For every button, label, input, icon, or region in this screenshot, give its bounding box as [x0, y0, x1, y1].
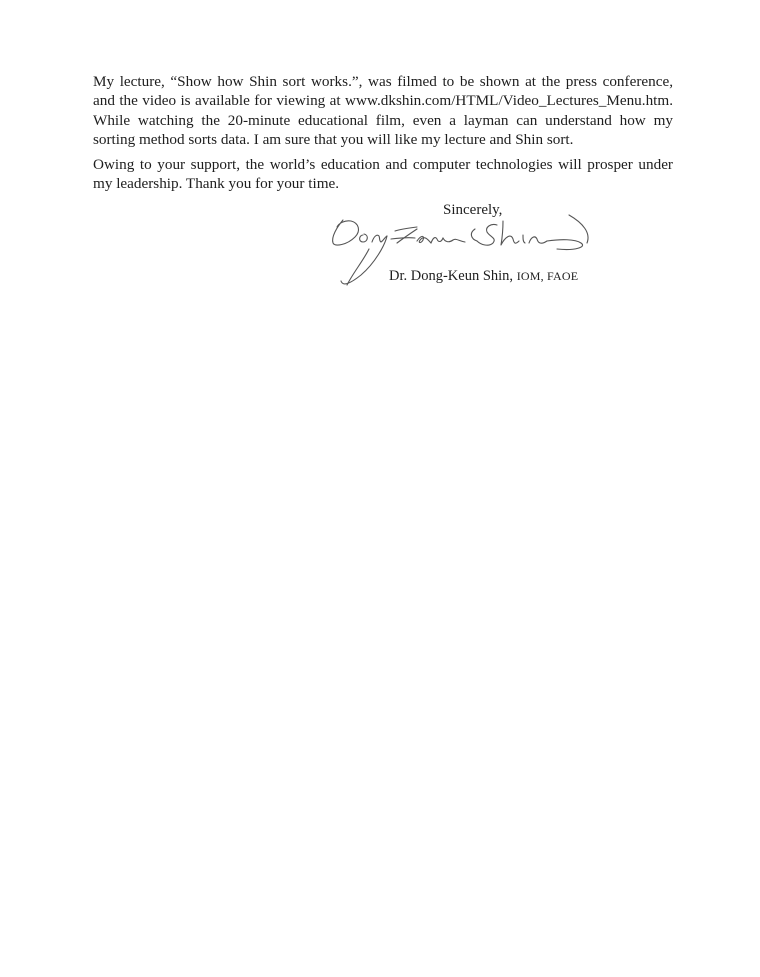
body-paragraph-lecture — [93, 72, 673, 150]
paragraph-line: Owing to your support, the world’s education and computer technologies will prosper under — [93, 156, 673, 173]
paragraph-line: My lecture, “Show how Shin sort works.”, was filmed to be shown at the press conference, — [93, 73, 673, 90]
signer-name: Dr. Dong-Keun Shin, — [389, 268, 514, 284]
handwritten-signature — [325, 205, 605, 300]
paragraph-line: my leadership. Thank you for your time. — [93, 175, 340, 193]
closing-salutation: Sincerely, — [443, 202, 503, 218]
signer-credentials: IOM, FAOE — [516, 269, 579, 283]
paragraph-line: and the video is available for viewing at www.dkshin.com/HTML/Video_Lectures_Menu.htm. — [93, 92, 673, 110]
body-paragraph-thanks — [93, 155, 673, 194]
signer-block — [389, 268, 578, 285]
paragraph-line: While watching the 20-minute educational film, even a layman can understand how my — [93, 111, 673, 129]
paragraph-line: sorting method sorts data. I am sure that you will like my lecture and Shin sort. — [93, 131, 574, 149]
